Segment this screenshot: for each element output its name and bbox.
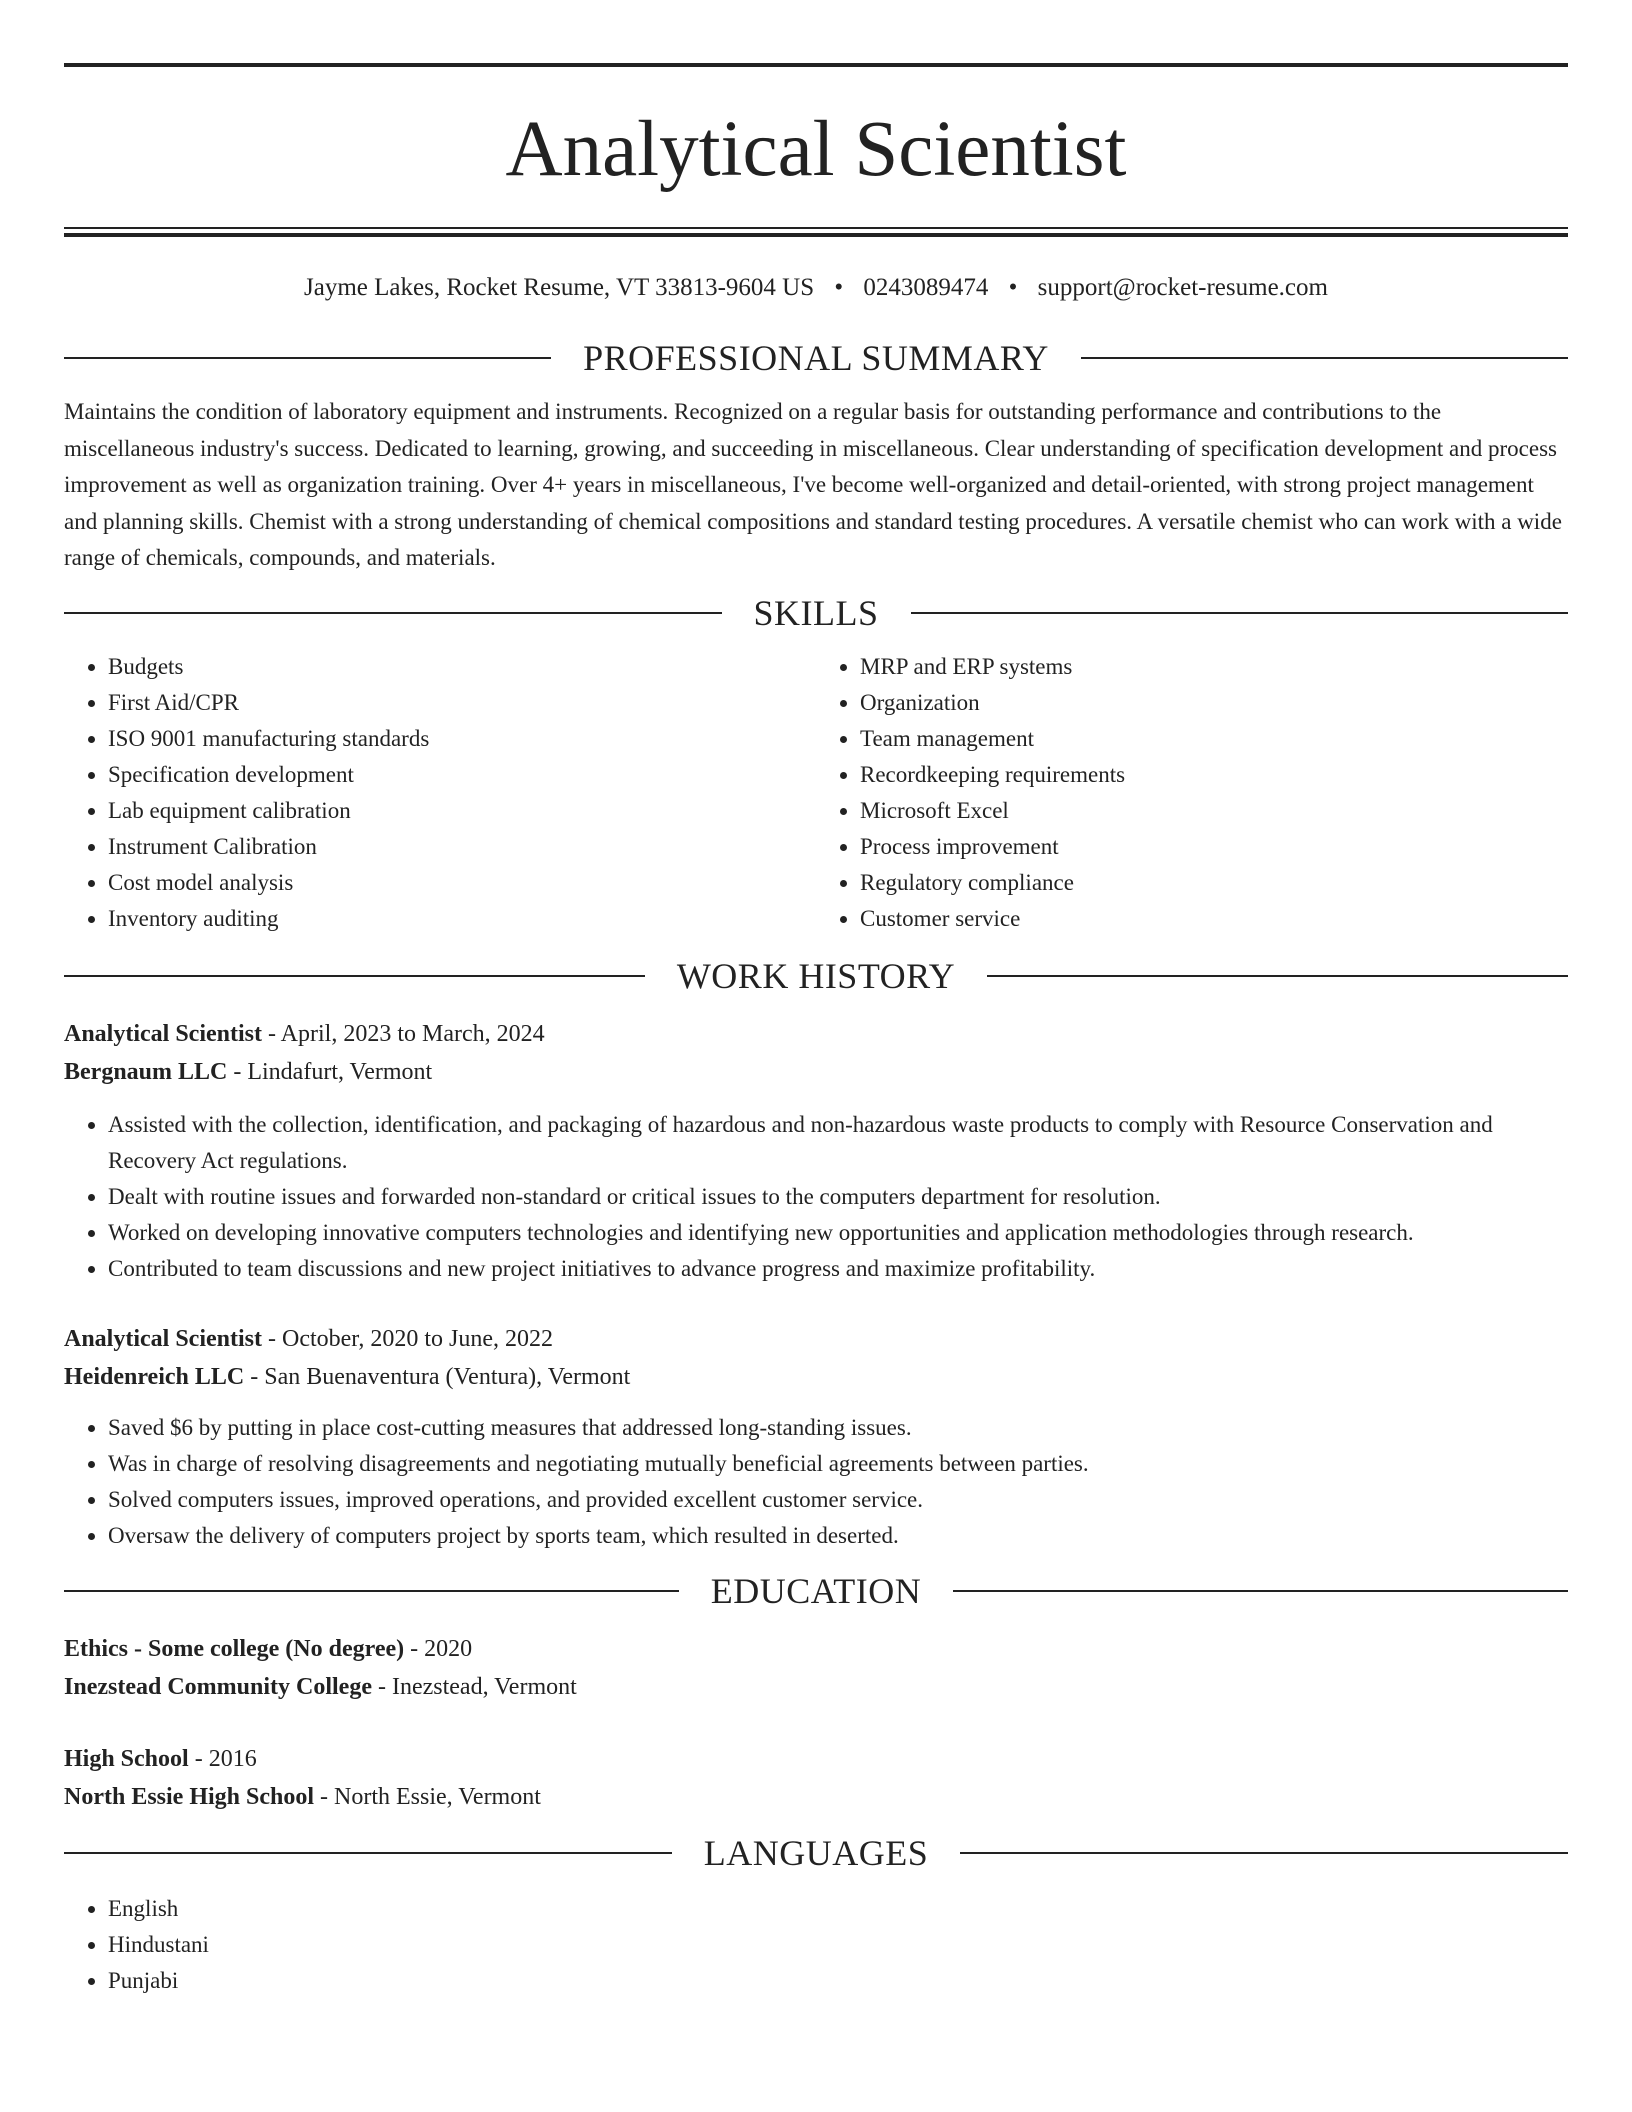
- skill-item: • Microsoft Excel: [860, 793, 1568, 829]
- section-heading-work-history: [64, 954, 1568, 998]
- education-location: - North Essie, Vermont: [314, 1783, 541, 1810]
- skill-item: • Budgets: [108, 649, 816, 685]
- skill-item: • Specification development: [108, 757, 816, 793]
- section-title: EDUCATION: [710, 1570, 922, 1611]
- heading-rule: [64, 612, 722, 614]
- job-location: - San Buenaventura (Ventura), Vermont: [244, 1363, 631, 1390]
- contact-phone: 0243089474: [863, 274, 989, 301]
- header-top-rule: [64, 63, 1568, 67]
- skill-item: • Process improvement: [860, 829, 1568, 865]
- skill-item: • Regulatory compliance: [860, 865, 1568, 901]
- education-degree-line: [64, 1740, 1568, 1778]
- education-school: North Essie High School: [64, 1783, 315, 1810]
- contact-address: Jayme Lakes, Rocket Resume, VT 33813-9604 US: [304, 274, 815, 301]
- skills-list-right: [816, 649, 1568, 937]
- education-school: Inezstead Community College: [64, 1673, 372, 1700]
- heading-rule: [1081, 357, 1568, 359]
- job-company-line: [64, 1358, 1568, 1396]
- education-location: - Inezstead, Vermont: [371, 1673, 577, 1700]
- languages-list: [64, 1891, 1568, 1999]
- education-degree: Ethics - Some college (No degree): [64, 1635, 405, 1662]
- skill-item: • Cost model analysis: [108, 865, 816, 901]
- job-company: Heidenreich LLC: [64, 1363, 245, 1390]
- education-entry: [64, 1740, 1568, 1816]
- heading-rule: [64, 975, 645, 977]
- job-title: Analytical Scientist: [64, 1325, 262, 1352]
- job-bullets: [64, 1410, 1568, 1554]
- education-school-line: [64, 1778, 1568, 1816]
- contact-email[interactable]: support@rocket-resume.com: [1037, 274, 1328, 301]
- heading-rule: [64, 1590, 679, 1592]
- job-bullet: • Worked on developing innovative computers technologies and identifying new opportunities and application methodologies through research.: [108, 1215, 1568, 1251]
- heading-rule: [953, 1590, 1568, 1592]
- section-heading-skills: [64, 591, 1568, 635]
- heading-rule: [64, 357, 551, 359]
- resume-title: Analytical Scientist: [505, 106, 1127, 193]
- education-year: - 2020: [404, 1635, 473, 1662]
- job-entry: [64, 1320, 1568, 1554]
- skill-item: • Customer service: [860, 901, 1568, 937]
- skill-item: • First Aid/CPR: [108, 685, 816, 721]
- section-heading-summary: [64, 336, 1568, 380]
- job-bullet: • Assisted with the collection, identification, and packaging of hazardous and non-hazardous waste products to comply with Resource Conservation and Recovery Act regulations.: [108, 1107, 1568, 1179]
- header-double-rule: [64, 227, 1568, 237]
- job-bullet: • Dealt with routine issues and forwarded non-standard or critical issues to the computers department for resolution.: [108, 1179, 1568, 1215]
- skills-columns: [64, 649, 1568, 937]
- job-bullet: • Saved $6 by putting in place cost-cutting measures that addressed long-standing issues.: [108, 1410, 1568, 1446]
- job-bullet: • Was in charge of resolving disagreements and negotiating mutually beneficial agreements between parties.: [108, 1446, 1568, 1482]
- section-title: WORK HISTORY: [676, 955, 956, 996]
- education-entry: [64, 1630, 1568, 1706]
- education-year: - 2016: [188, 1745, 257, 1772]
- job-dates: - April, 2023 to March, 2024: [262, 1020, 545, 1047]
- contact-separator: •: [834, 274, 844, 301]
- contact-separator: •: [1008, 274, 1018, 301]
- section-title: LANGUAGES: [703, 1832, 929, 1873]
- heading-rule: [960, 1852, 1568, 1854]
- job-bullets: [64, 1107, 1568, 1287]
- skill-item: • MRP and ERP systems: [860, 649, 1568, 685]
- skills-list-left: [64, 649, 816, 937]
- job-title: Analytical Scientist: [64, 1020, 262, 1047]
- heading-rule: [987, 975, 1568, 977]
- skill-item: • Inventory auditing: [108, 901, 816, 937]
- job-company: Bergnaum LLC: [64, 1058, 228, 1085]
- job-location: - Lindafurt, Vermont: [227, 1058, 433, 1085]
- section-heading-languages: [64, 1831, 1568, 1875]
- skill-item: • Lab equipment calibration: [108, 793, 816, 829]
- heading-rule: [64, 1852, 672, 1854]
- language-item: • Punjabi: [108, 1963, 1568, 1999]
- summary-text: Maintains the condition of laboratory equipment and instruments. Recognized on a regular basis for outstanding performance and contributions to the miscellaneous industry's success. Dedicated to learning, growing, and succeeding in miscellaneous. Clear understanding of specification development and process improvement as well as organization training. Over 4+ years in miscellaneous, I've become well-organized and detail-oriented, with strong project management and planning skills. Chemist with a strong understanding of chemical compositions and standard testing procedures. A versatile chemist who can work with a wide range of chemicals, compounds, and materials.: [64, 399, 1562, 570]
- heading-rule: [911, 612, 1569, 614]
- section-heading-education: [64, 1569, 1568, 1613]
- job-dates: - October, 2020 to June, 2022: [262, 1325, 553, 1352]
- job-bullet: • Solved computers issues, improved operations, and provided excellent customer service.: [108, 1482, 1568, 1518]
- section-title: PROFESSIONAL SUMMARY: [583, 338, 1049, 378]
- job-title-line: [64, 1320, 1568, 1358]
- skill-item: • Organization: [860, 685, 1568, 721]
- resume-page: [64, 0, 1568, 1999]
- education-school-line: [64, 1668, 1568, 1706]
- education-degree-line: [64, 1630, 1568, 1668]
- job-company-line: [64, 1053, 1568, 1091]
- contact-line: [64, 271, 1568, 305]
- language-item: • Hindustani: [108, 1927, 1568, 1963]
- skill-item: • Instrument Calibration: [108, 829, 816, 865]
- skill-item: • Recordkeeping requirements: [860, 757, 1568, 793]
- job-bullet: • Contributed to team discussions and new project initiatives to advance progress and maximize profitability.: [108, 1251, 1568, 1287]
- skill-item: • ISO 9001 manufacturing standards: [108, 721, 816, 757]
- job-title-line: [64, 1015, 1568, 1053]
- job-bullet: • Oversaw the delivery of computers project by sports team, which resulted in deserted.: [108, 1518, 1568, 1554]
- language-item: • English: [108, 1891, 1568, 1927]
- job-entry: [64, 1015, 1568, 1287]
- skill-item: • Team management: [860, 721, 1568, 757]
- section-title: SKILLS: [753, 592, 879, 633]
- education-degree: High School: [64, 1745, 189, 1772]
